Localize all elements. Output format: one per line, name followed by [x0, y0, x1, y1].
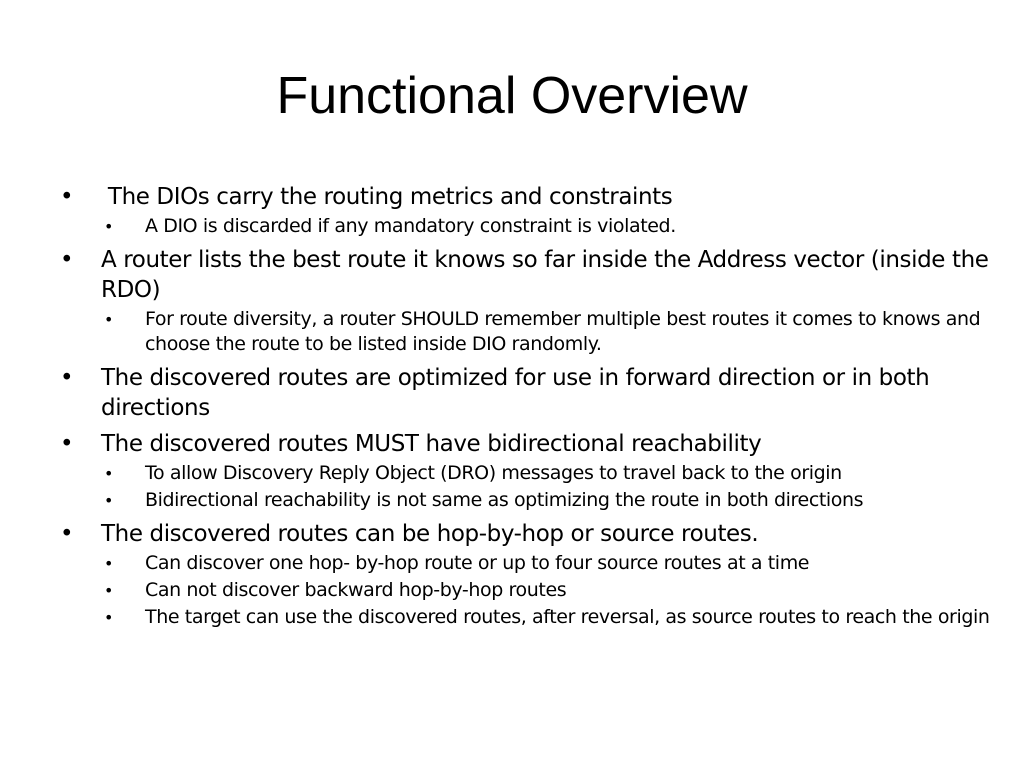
- bullet-text: A DIO is discarded if any mandatory constraint is violated.: [145, 215, 676, 237]
- bullet-icon: •: [104, 491, 114, 510]
- bullet-item-level2: [104, 578, 990, 603]
- bullet-text: The discovered routes can be hop-by-hop or source routes.: [101, 521, 759, 547]
- bullet-item-level1: [60, 429, 990, 459]
- slide-body: [60, 182, 990, 630]
- bullet-icon: •: [104, 217, 114, 236]
- bullet-text: The discovered routes MUST have bidirectional reachability: [101, 431, 762, 457]
- bullet-icon: •: [104, 608, 114, 627]
- bullet-icon: •: [60, 431, 74, 457]
- bullet-text: The discovered routes are optimized for use in forward direction or in both directions: [101, 365, 930, 421]
- bullet-text: Bidirectional reachability is not same as optimizing the route in both directions: [145, 489, 864, 511]
- bullet-text: The DIOs carry the routing metrics and constraints: [101, 184, 673, 210]
- bullet-icon: •: [104, 464, 114, 483]
- bullet-icon: •: [60, 521, 74, 547]
- bullet-text: For route diversity, a router SHOULD remember multiple best routes it comes to knows and choose the route to be listed inside DIO randomly.: [145, 308, 981, 355]
- bullet-text: To allow Discovery Reply Object (DRO) messages to travel back to the origin: [145, 462, 842, 484]
- bullet-item-level1: [60, 519, 990, 549]
- slide-title: Functional Overview: [276, 67, 748, 125]
- bullet-icon: •: [104, 310, 114, 329]
- bullet-text: The target can use the discovered routes, after reversal, as source routes to reach the origin: [145, 606, 990, 628]
- bullet-text: A router lists the best route it knows so far inside the Address vector (inside the RDO): [101, 247, 989, 303]
- bullet-item-level2: [104, 461, 990, 486]
- bullet-icon: •: [60, 247, 74, 273]
- bullet-item-level2: [104, 214, 990, 239]
- bullet-item-level2: [104, 605, 990, 630]
- bullet-item-level2: [104, 551, 990, 576]
- bullet-item-level1: [60, 245, 990, 305]
- bullet-text: Can discover one hop- by-hop route or up to four source routes at a time: [145, 552, 810, 574]
- bullet-icon: •: [60, 365, 74, 391]
- bullet-icon: •: [60, 184, 74, 210]
- bullet-icon: •: [104, 554, 114, 573]
- bullet-item-level1: [60, 363, 990, 423]
- bullet-item-level2: [104, 307, 990, 357]
- bullet-item-level2: [104, 488, 990, 513]
- bullet-icon: •: [104, 581, 114, 600]
- bullet-text: Can not discover backward hop-by-hop routes: [145, 579, 567, 601]
- bullet-item-level1: [60, 182, 990, 212]
